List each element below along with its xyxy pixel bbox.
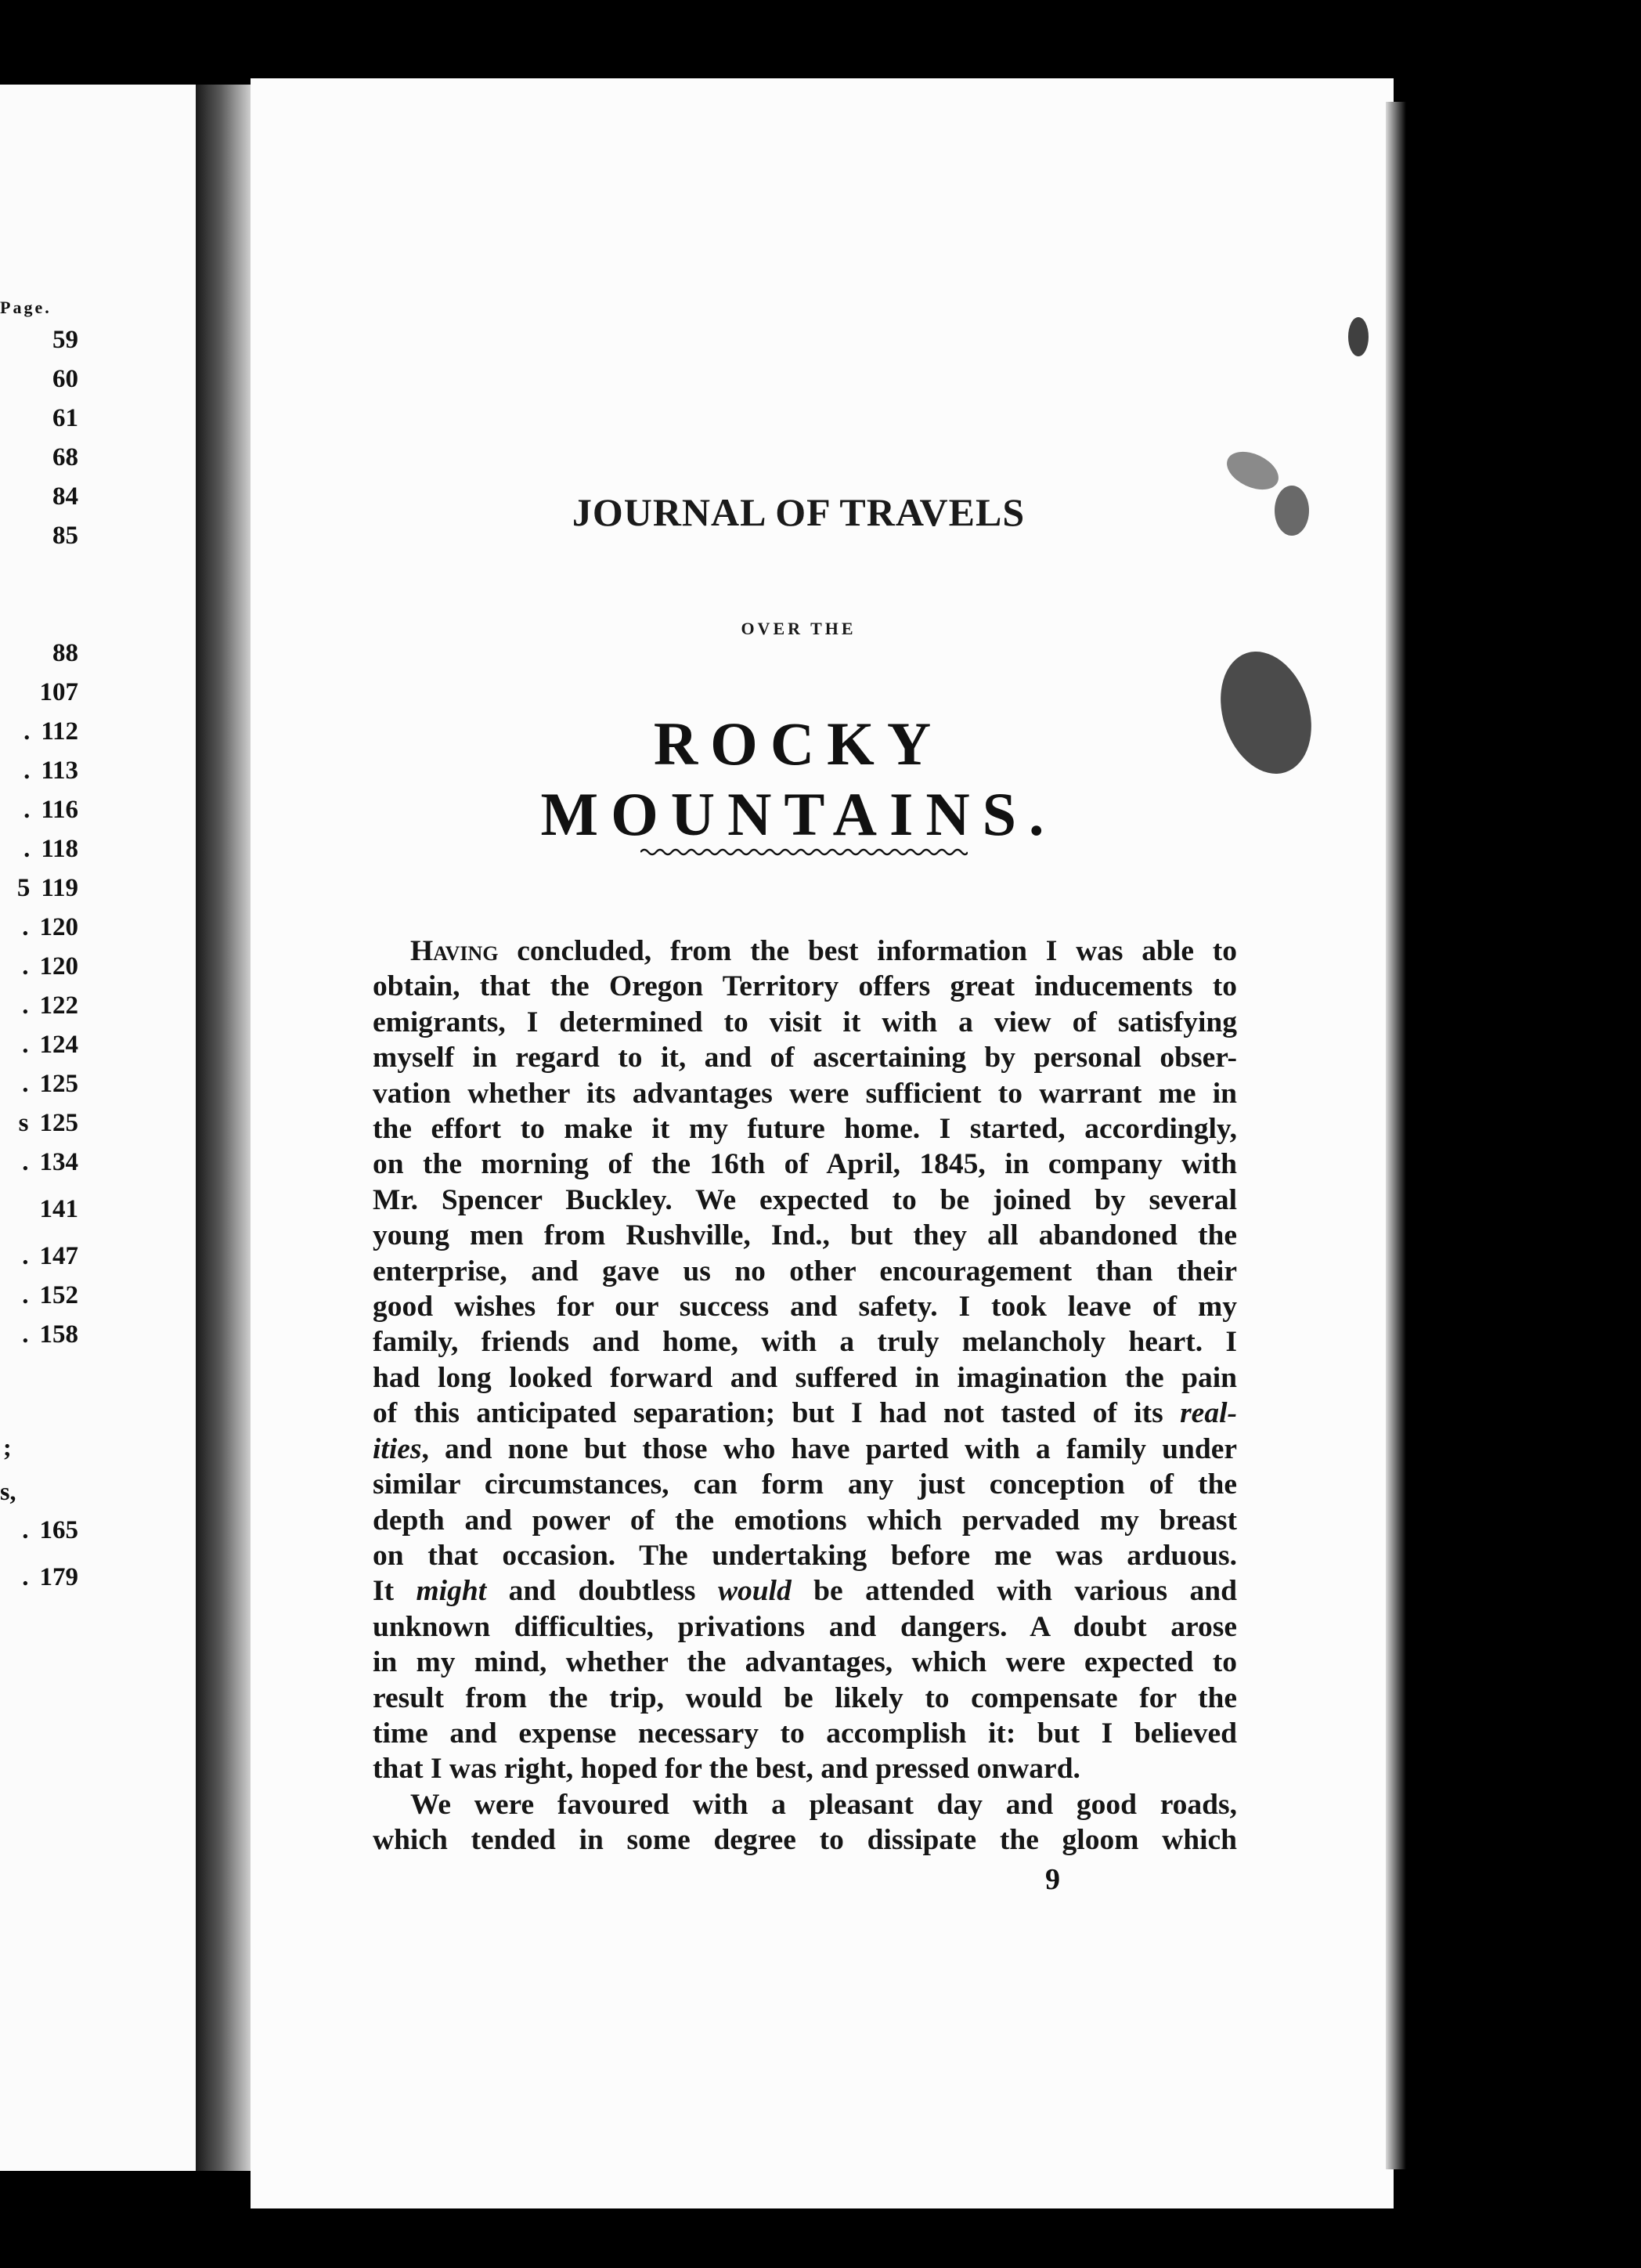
index-leader-mark: .	[23, 835, 31, 863]
index-number: 59	[52, 326, 78, 354]
index-number: 147	[39, 1242, 78, 1270]
index-number: 113	[41, 757, 78, 785]
index-page-number	[22, 1518, 78, 1544]
text-fragment: It	[373, 1575, 417, 1608]
index-number: 125	[39, 1070, 78, 1098]
index-page-number	[23, 797, 78, 823]
text-line: emigrants, I determined to visit it with a view of satisfying	[373, 1006, 1237, 1038]
index-number: 124	[39, 1031, 78, 1059]
index-number: 125	[39, 1109, 78, 1137]
text-line: depth and power of the emotions which pervaded my breast	[373, 1504, 1237, 1537]
text-fragment: of this anticipated separation; but I had not tasted of its	[373, 1397, 1181, 1430]
index-page-number	[41, 406, 78, 432]
index-number: 107	[39, 678, 78, 706]
index-leader-mark: .	[22, 1031, 29, 1059]
body-text	[373, 934, 1237, 1858]
text-line: in my mind, whether the advantages, which were expected to	[373, 1646, 1237, 1679]
text-line: myself in regard to it, and of ascertaining by personal obser-	[373, 1042, 1237, 1074]
italic-word: might	[416, 1575, 487, 1608]
index-page-number	[29, 680, 79, 706]
index-leader-mark: .	[22, 991, 29, 1020]
text-line	[373, 934, 1237, 969]
text-line: that I was right, hoped for the best, and pressed onward.	[373, 1753, 1080, 1786]
dropcap-word: Having	[410, 935, 499, 967]
index-leader-mark: .	[23, 717, 31, 746]
index-stray-mark: s,	[0, 1477, 16, 1505]
text-line	[373, 1432, 1237, 1467]
text-line: good wishes for our success and safety. I took leave of my	[373, 1291, 1237, 1324]
index-leader-mark: .	[22, 952, 29, 981]
index-page-number	[22, 1283, 78, 1309]
text-line: which tended in some degree to dissipate the gloom which	[373, 1824, 1237, 1857]
index-page-number	[23, 719, 78, 745]
text-line: unknown difficulties, privations and dangers. A doubt arose	[373, 1610, 1237, 1643]
ink-smudge	[1348, 317, 1369, 356]
text-line: We were favoured with a pleasant day and good roads,	[410, 1788, 1237, 1821]
paragraph-2	[373, 1787, 1237, 1858]
index-leader-mark: .	[22, 1242, 29, 1270]
text-line: young men from Rushville, Ind., but they all abandoned the	[373, 1219, 1237, 1252]
index-leader-mark: 5	[16, 874, 31, 902]
index-number: 179	[39, 1563, 78, 1591]
text-line: Mr. Spencer Buckley. We expected to be joined by several	[373, 1183, 1237, 1216]
index-number: 119	[41, 874, 78, 902]
text-fragment: be attended with various and	[791, 1575, 1237, 1608]
index-page-number	[22, 1032, 78, 1058]
index-page-number	[23, 758, 78, 784]
index-page-number	[22, 915, 78, 941]
index-page-number	[22, 1150, 78, 1176]
text-line	[373, 1396, 1237, 1431]
index-page-number	[41, 484, 78, 510]
index-page-number	[41, 641, 78, 666]
index-number: 68	[52, 443, 78, 471]
text-line: similar circumstances, can form any just conception of the	[373, 1468, 1237, 1501]
text-fragment: concluded, from the best information I was able to	[498, 935, 1237, 967]
text-line: vation whether its advantages were sufficient to warrant me in	[373, 1077, 1237, 1110]
index-number: 165	[39, 1516, 78, 1544]
text-line	[373, 1573, 1237, 1609]
index-number: 85	[52, 522, 78, 550]
index-number: 84	[52, 482, 78, 511]
paragraph-1	[373, 934, 1237, 1787]
title-rocky-mountains: ROCKY MOUNTAINS.	[540, 710, 1057, 848]
text-line: family, friends and home, with a truly melancholy heart. I	[373, 1326, 1237, 1359]
index-number: 118	[41, 835, 78, 863]
text-line: on the morning of the 16th of April, 1845, in company with	[373, 1148, 1237, 1181]
index-number: 120	[39, 952, 78, 981]
index-number: 141	[39, 1195, 78, 1223]
index-number: 158	[39, 1320, 78, 1349]
text-fragment: and doubtless	[486, 1575, 718, 1608]
text-line: had long looked forward and suffered in imagination the pain	[373, 1361, 1237, 1394]
index-number: 112	[41, 717, 78, 746]
index-number: 122	[39, 991, 78, 1020]
index-page-number	[23, 836, 78, 862]
index-leader-mark: .	[22, 1516, 29, 1544]
book-gutter-shadow	[196, 85, 251, 2171]
index-number: 116	[41, 796, 78, 824]
index-leader-mark: s	[18, 1109, 29, 1137]
text-line: result from the trip, would be likely to compensate for the	[373, 1681, 1237, 1714]
page-number: 9	[1045, 1863, 1060, 1896]
index-leader-mark: .	[22, 1320, 29, 1349]
index-page-number	[41, 523, 78, 549]
index-page-number	[22, 993, 78, 1019]
index-leader-mark: .	[23, 757, 31, 785]
index-page-number	[22, 1322, 78, 1348]
index-leader-mark: .	[22, 1070, 29, 1098]
index-page-number	[41, 367, 78, 392]
italic-word: real-	[1180, 1397, 1237, 1430]
index-page-number	[41, 445, 78, 471]
title-journal-of-travels: JOURNAL OF TRAVELS	[572, 490, 1026, 534]
index-page-number	[22, 1244, 78, 1269]
index-page-number	[22, 1565, 78, 1591]
text-line: time and expense necessary to accomplish it: but I believed	[373, 1717, 1237, 1750]
index-page-number	[22, 954, 78, 980]
italic-word: ities	[373, 1432, 422, 1465]
text-fragment: , and none but those who have parted with a family under	[421, 1432, 1237, 1465]
index-leader-mark: .	[22, 1563, 29, 1591]
index-page-column-label: Page.	[0, 298, 52, 317]
index-leader-mark: .	[22, 1281, 29, 1309]
index-number: 134	[39, 1148, 78, 1176]
index-page-number	[19, 1111, 78, 1136]
ink-smudge	[1275, 486, 1309, 536]
text-line: obtain, that the Oregon Territory offers great inducements to	[373, 970, 1237, 1003]
text-line: the effort to make it my future home. I started, accordingly,	[373, 1113, 1237, 1146]
text-line: on that occasion. The undertaking before me was arduous.	[373, 1539, 1237, 1572]
index-page-number	[22, 1071, 78, 1097]
index-leader-mark: .	[22, 1148, 29, 1176]
decorative-wavy-rule	[640, 844, 968, 860]
title-over-the: OVER THE	[741, 619, 857, 638]
index-number: 120	[39, 913, 78, 941]
index-page-number	[29, 1197, 79, 1222]
index-page-number	[17, 876, 78, 901]
index-leader-mark: .	[22, 913, 29, 941]
index-page-number	[41, 327, 78, 353]
index-number: 61	[52, 404, 78, 432]
index-leader-mark: .	[23, 796, 31, 824]
index-stray-mark: ;	[3, 1433, 12, 1461]
italic-word: would	[717, 1575, 792, 1608]
index-number: 60	[52, 365, 78, 393]
index-number: 152	[39, 1281, 78, 1309]
index-number: 88	[52, 639, 78, 667]
text-line: enterprise, and gave us no other encouragement than their	[373, 1255, 1237, 1287]
page-edge-shadow	[1386, 102, 1406, 2169]
